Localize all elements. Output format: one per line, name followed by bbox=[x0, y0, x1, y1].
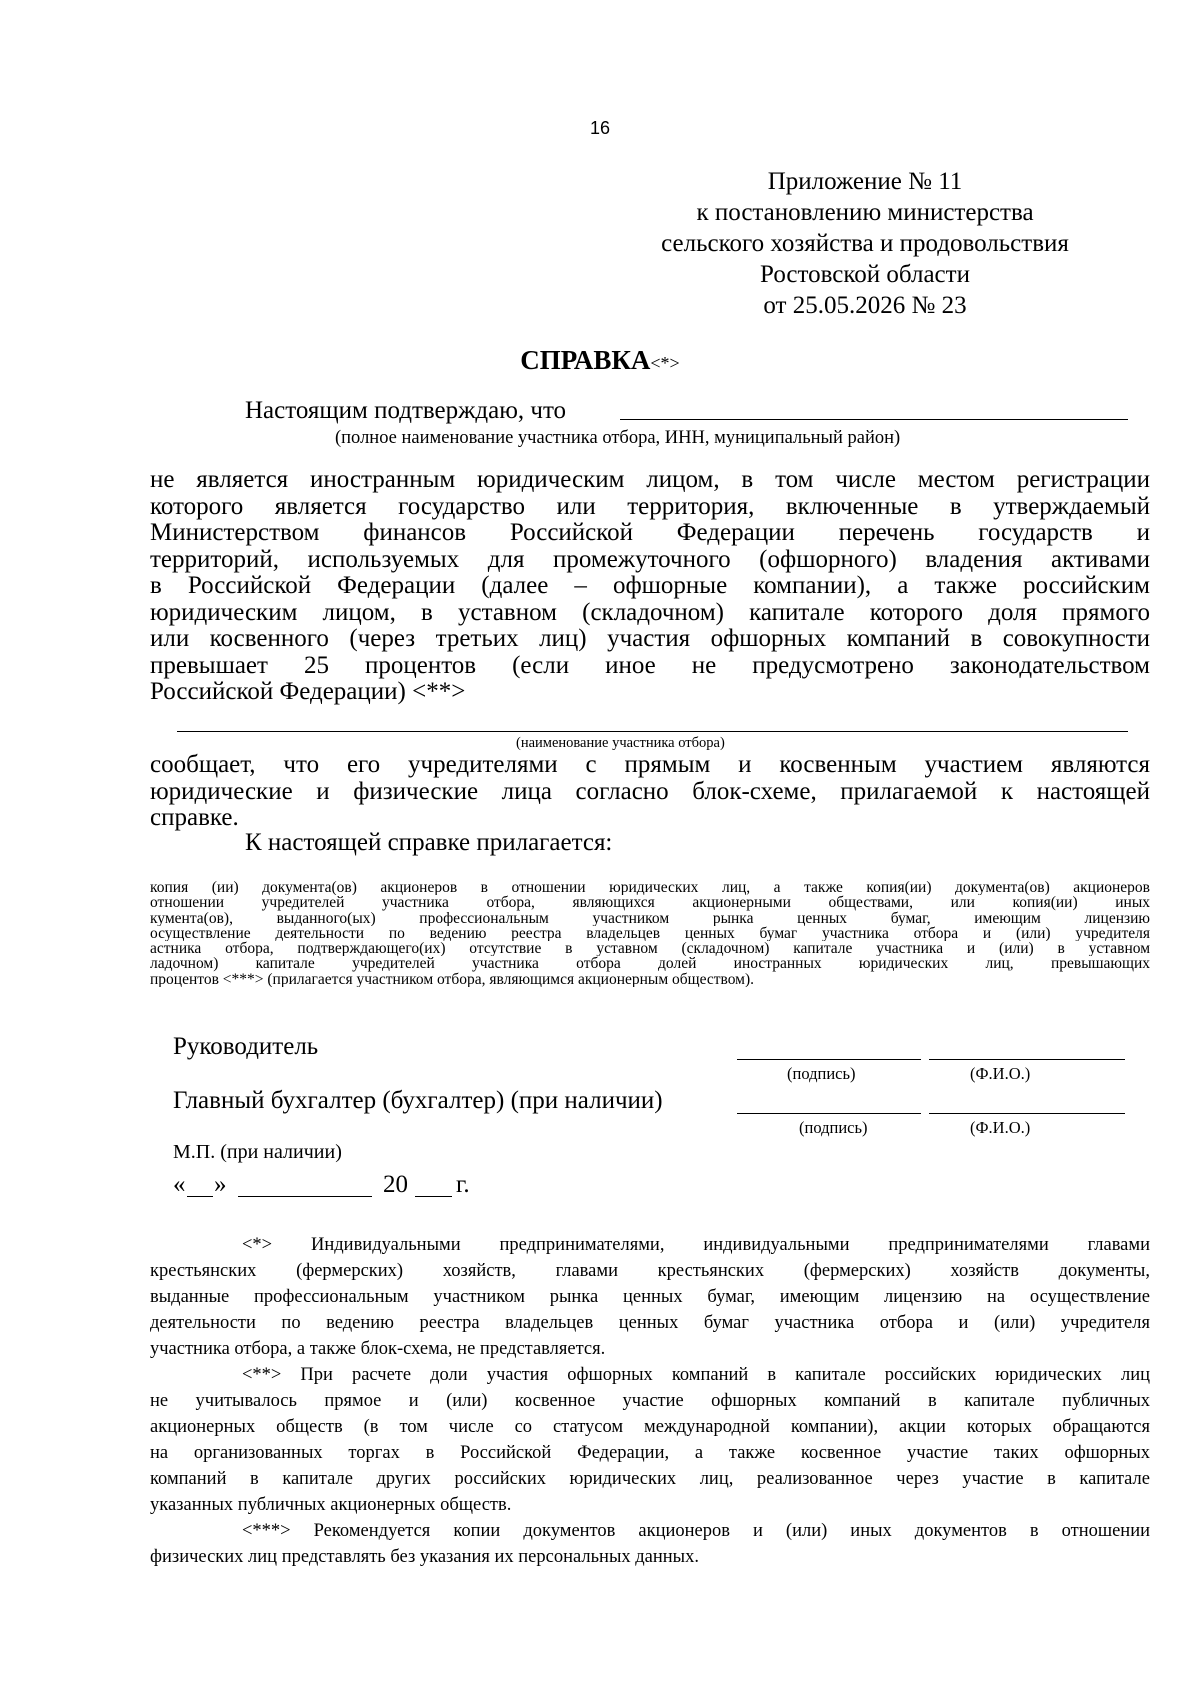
appendix-line: сельского хозяйства и продовольствия bbox=[661, 230, 1069, 257]
head-signature-caption: (подпись) bbox=[787, 1064, 856, 1083]
appendix-line: Приложение № 11 bbox=[767, 168, 963, 195]
footnote-line: <**> При расчете доли участия офшорных компаний в капитале российских юридических лиц bbox=[242, 1365, 1150, 1385]
paragraph-line: не является иностранным юридическим лицом, в том числе местом регистрации bbox=[150, 467, 1150, 493]
attachments-heading: К настоящей справке прилагается: bbox=[245, 829, 613, 856]
stamp-label: М.П. (при наличии) bbox=[173, 1141, 342, 1163]
paragraph-line: или косвенного (через третьих лиц) участия офшорных компаний в совокупности bbox=[150, 626, 1150, 652]
document-title bbox=[0, 345, 1200, 376]
footnote-line: <***> Рекомендуется копии документов акционеров и (или) иных документов в отношении bbox=[242, 1521, 1150, 1541]
appendix-line: к постановлению министерства bbox=[696, 199, 1034, 226]
footnote-line: компаний в капитале других российских юридических лиц, реализованное через участие в капитале bbox=[150, 1469, 1150, 1490]
date-quote-close: » bbox=[214, 1171, 227, 1198]
attachment-line: процентов <***> (прилагается участником отбора, являющимся акционерным обществом). bbox=[150, 971, 755, 988]
date-year-prefix: 20 bbox=[383, 1171, 408, 1198]
footnote-line: деятельности по ведению реестра владельцев ценных бумаг участника отбора и (или) учредителя bbox=[150, 1313, 1150, 1334]
footnote-line: не учитывалось прямое и (или) косвенное участие офшорных компаний в капитале публичных bbox=[150, 1391, 1150, 1412]
confirm-text: Настоящим подтверждаю, что bbox=[245, 397, 567, 424]
footnote-1 bbox=[150, 1232, 1150, 1362]
paragraph-offshore bbox=[150, 467, 1150, 706]
attachment-line: осуществление деятельности по ведению реестра владельцев ценных бумаг участника отбора и (или) учредителя bbox=[150, 925, 1150, 942]
participant-full-caption: (полное наименование участника отбора, ИНН, муниципальный район) bbox=[335, 428, 901, 448]
footnote-line: выданные профессиональным участником рынка ценных бумаг, имеющим лицензию на осуществление bbox=[150, 1287, 1150, 1308]
footnote-line: акционерных обществ (в том числе со статусом международной компании), акции которых обращаются bbox=[150, 1417, 1150, 1438]
date-month-blank bbox=[238, 1196, 372, 1197]
paragraph-line: Министерством финансов Российской Федерации перечень государств и bbox=[150, 520, 1150, 546]
footnote-line: физических лиц представлять без указания их персональных данных. bbox=[150, 1547, 699, 1568]
accountant-signature-caption: (подпись) bbox=[799, 1118, 868, 1137]
paragraph-line: Российской Федерации) <**> bbox=[150, 679, 466, 705]
accountant-signature-blank bbox=[737, 1113, 921, 1114]
attachment-line: кумента(ов), выданного(ых) профессиональным участником рынка ценных бумаг, имеющим лицензию bbox=[150, 910, 1150, 926]
date-quote-open: « bbox=[173, 1171, 186, 1198]
title-footnote-mark: <*> bbox=[650, 353, 680, 373]
footnote-line: на организованных торгах в Российской Федерации, а также косвенное участие таких офшорных bbox=[150, 1443, 1150, 1464]
accountant-label: Главный бухгалтер (бухгалтер) (при наличии) bbox=[173, 1087, 663, 1114]
appendix-line: от 25.05.2026 № 23 bbox=[763, 292, 967, 319]
attachment-line: копия (ии) документа(ов) акционеров в отношении юридических лиц, а также копия(ии) документа(ов) акционеров bbox=[150, 880, 1150, 896]
attachment-line: ладочном) капитале учредителей участника отбора долей иностранных юридических лиц, превышающих bbox=[150, 956, 1150, 972]
participant-name-blank bbox=[620, 419, 1128, 420]
appendix-header bbox=[655, 166, 1075, 321]
participant-short-blank bbox=[177, 731, 1128, 732]
paragraph-line: превышает 25 процентов (если иное не предусмотрено законодательством bbox=[150, 652, 1150, 679]
paragraph-line: юридические и физические лица согласно блок-схеме, прилагаемой к настоящей bbox=[150, 778, 1150, 805]
appendix-line: Ростовской области bbox=[760, 261, 970, 288]
head-label: Руководитель bbox=[173, 1033, 319, 1060]
paragraph-line: территорий, используемых для промежуточного (офшорного) владения активами bbox=[150, 546, 1150, 573]
date-day-blank bbox=[187, 1196, 213, 1197]
head-signature-blank bbox=[737, 1059, 921, 1060]
attachment-line: астника отбора, подтверждающего(их) отсутствие в уставном (складочном) капитале участника и (или) в уставном bbox=[150, 941, 1150, 957]
paragraph-line: которого является государство или территория, включенные в утверждаемый bbox=[150, 493, 1150, 520]
paragraph-founders bbox=[150, 752, 1150, 832]
date-year-blank bbox=[415, 1196, 452, 1197]
date-suffix: г. bbox=[456, 1171, 470, 1198]
head-name-caption: (Ф.И.О.) bbox=[970, 1064, 1031, 1083]
paragraph-line: юридическим лицом, в уставном (складочном) капитале которого доля прямого bbox=[150, 599, 1150, 626]
accountant-name-caption: (Ф.И.О.) bbox=[970, 1118, 1031, 1137]
paragraph-line: в Российской Федерации (далее – офшорные компании), а также российским bbox=[150, 573, 1150, 599]
page-number: 16 bbox=[589, 118, 611, 138]
participant-short-caption: (наименование участника отбора) bbox=[516, 735, 725, 751]
paragraph-line: справке. bbox=[150, 805, 239, 831]
footnote-line: указанных публичных акционерных обществ. bbox=[150, 1495, 512, 1516]
paragraph-line: сообщает, что его учредителями с прямым и косвенным участием являются bbox=[150, 752, 1150, 778]
footnote-line: крестьянских (фермерских) хозяйств, главами крестьянских (фермерских) хозяйств документы, bbox=[150, 1261, 1150, 1282]
footnote-3 bbox=[150, 1518, 1150, 1570]
footnote-2 bbox=[150, 1362, 1150, 1519]
head-name-blank bbox=[929, 1059, 1125, 1060]
attachment-line: отношении учредителей участника отбора, являющихся акционерными обществами, или копия(ии) иных bbox=[150, 895, 1150, 911]
footnote-line: участника отбора, а также блок-схема, не представляется. bbox=[150, 1339, 606, 1360]
accountant-name-blank bbox=[929, 1113, 1125, 1114]
footnote-line: <*> Индивидуальными предпринимателями, индивидуальными предпринимателями главами bbox=[242, 1235, 1150, 1255]
title-text: СПРАВКА bbox=[520, 345, 651, 375]
attachments-paragraph bbox=[150, 880, 1150, 987]
